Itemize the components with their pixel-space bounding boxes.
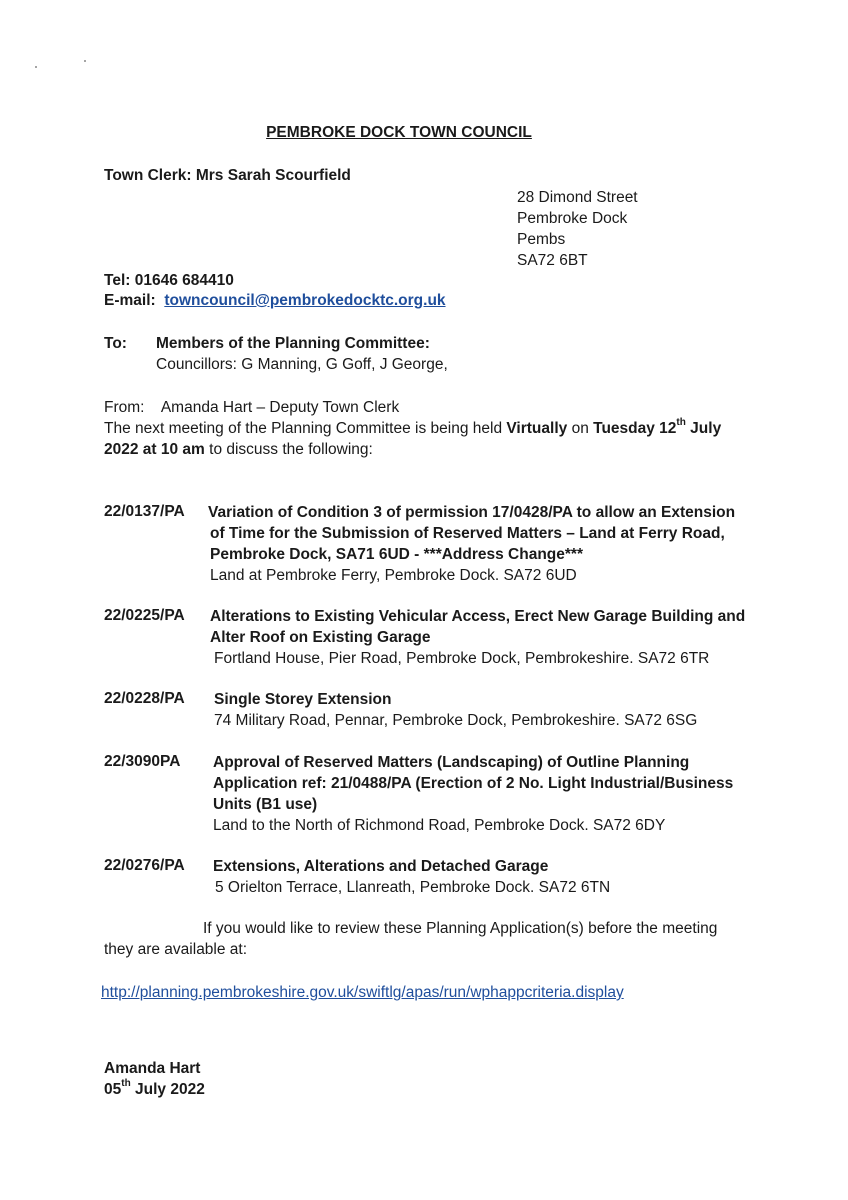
application-ref: 22/0276/PA — [104, 857, 185, 874]
review-line-2: they are available at: — [104, 941, 248, 958]
application-desc: Approval of Reserved Matters (Landscaping) of Outline Planning — [213, 754, 690, 771]
from-value: Amanda Hart – Deputy Town Clerk — [160, 399, 400, 416]
application-location: 5 Orielton Terrace, Llanreath, Pembroke Dock. SA72 6TN — [215, 879, 611, 896]
scan-speck — [35, 66, 37, 68]
review-line-1: If you would like to review these Planning Application(s) before the meeting — [203, 920, 718, 937]
application-item — [210, 502, 735, 586]
application-item — [214, 689, 697, 731]
application-desc: of Time for the Submission of Reserved Matters – Land at Ferry Road, — [210, 525, 725, 542]
address-line: 28 Dimond Street — [517, 189, 638, 206]
to-heading: Members of the Planning Committee: — [156, 335, 430, 352]
signature-date-sup: th — [121, 1077, 131, 1089]
intro-virtually: Virtually — [506, 420, 568, 437]
intro-date-suffix: July — [685, 420, 722, 437]
intro-line-1 — [104, 416, 722, 438]
intro-date-prefix: Tuesday 12 — [593, 420, 677, 437]
intro-text: to discuss the following: — [204, 441, 373, 458]
to-label: To: — [104, 335, 127, 352]
intro-time: 2022 at 10 am — [104, 441, 205, 458]
email-link[interactable]: towncouncil@pembrokedocktc.org.uk — [164, 292, 446, 309]
signature-date-prefix: 05 — [104, 1081, 122, 1098]
telephone: Tel: 01646 684410 — [104, 272, 234, 289]
application-desc: Alter Roof on Existing Garage — [210, 629, 431, 646]
application-location: Land at Pembroke Ferry, Pembroke Dock. SA72 6UD — [210, 567, 577, 584]
application-item — [213, 752, 733, 836]
email-label: E-mail: — [104, 292, 156, 309]
councillors-list: Councillors: G Manning, G Goff, J George, — [156, 356, 448, 373]
address-block — [517, 187, 638, 271]
application-desc: Units (B1 use) — [213, 796, 318, 813]
application-desc: Pembroke Dock, SA71 6UD - ***Address Change*** — [210, 546, 583, 563]
application-location: Fortland House, Pier Road, Pembroke Dock, Pembrokeshire. SA72 6TR — [214, 650, 710, 667]
application-ref: 22/0228/PA — [104, 690, 185, 707]
intro-date — [593, 416, 722, 437]
from-row — [104, 399, 399, 417]
application-desc: Alterations to Existing Vehicular Access, Erect New Garage Building and — [210, 608, 746, 625]
application-location: Land to the North of Richmond Road, Pembroke Dock. SA72 6DY — [213, 817, 666, 834]
intro-text: The next meeting of the Planning Committee is being held — [104, 420, 507, 437]
address-line: SA72 6BT — [517, 252, 588, 269]
address-line: Pembs — [517, 231, 566, 248]
signature-date — [104, 1077, 205, 1099]
email-row — [104, 292, 446, 310]
signature-name: Amanda Hart — [104, 1060, 201, 1077]
scan-speck — [84, 60, 86, 62]
planning-url-link[interactable]: http://planning.pembrokeshire.gov.uk/swiftlg/apas/run/wphappcriteria.display — [101, 984, 624, 1001]
application-location: 74 Military Road, Pennar, Pembroke Dock, Pembrokeshire. SA72 6SG — [214, 712, 698, 729]
address-line: Pembroke Dock — [517, 210, 628, 227]
signature-date-suffix: July 2022 — [130, 1081, 205, 1098]
application-item — [213, 856, 610, 898]
application-ref: 22/0137/PA — [104, 503, 185, 520]
application-desc: Variation of Condition 3 of permission 17/0428/PA to allow an Extension — [208, 504, 736, 521]
intro-line-2 — [104, 441, 373, 459]
application-desc: Extensions, Alterations and Detached Garage — [213, 858, 549, 875]
council-title: PEMBROKE DOCK TOWN COUNCIL — [266, 124, 532, 141]
application-desc: Application ref: 21/0488/PA (Erection of 2 No. Light Industrial/Business — [213, 775, 734, 792]
application-desc: Single Storey Extension — [214, 691, 392, 708]
application-ref: 22/3090PA — [104, 753, 181, 770]
application-ref: 22/0225/PA — [104, 607, 185, 624]
from-label: From: — [104, 399, 145, 416]
intro-date-sup: th — [676, 416, 686, 428]
application-item — [210, 606, 745, 669]
town-clerk: Town Clerk: Mrs Sarah Scourfield — [104, 167, 351, 184]
intro-text: on — [567, 420, 594, 437]
